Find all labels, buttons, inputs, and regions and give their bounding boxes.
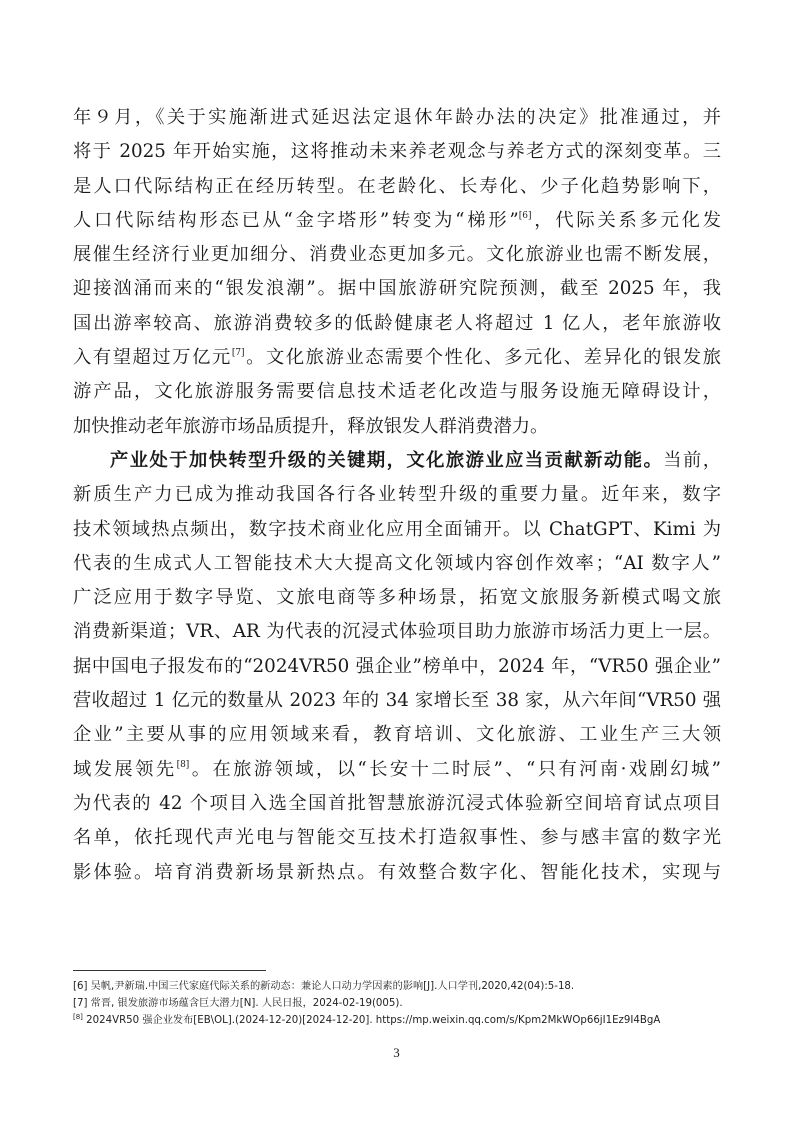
text-segment: 。在旅游领域，以“长安十二时辰”、“只有河南·戏剧幻城” xyxy=(189,758,721,780)
text-line: 国出游率较高、旅游消费较多的低龄健康老人将超过 1 亿人，老年旅游收 xyxy=(73,312,721,334)
text-line: 展催生经济行业更加细分、消费业态更加多元。文化旅游业也需不断发展， xyxy=(73,244,721,266)
text-line: 为代表的 42 个项目入选全国首批智慧旅游沉浸式体验新空间培育试点项目 xyxy=(73,792,721,814)
text-line: 代表的生成式人工智能技术大大提高文化领域内容创作效率；“AI 数字人” xyxy=(73,552,721,574)
text-line: 新质生产力已成为推动我国各行各业转型升级的重要力量。近年来，数字 xyxy=(73,484,721,506)
footnote-divider xyxy=(73,970,266,971)
text-segment: 域发展领先 xyxy=(73,758,177,780)
text-segment: ，代际关系多元化发 xyxy=(531,209,721,231)
text-segment: 。文化旅游业态需要个性化、多元化、差异化的银发旅 xyxy=(244,347,721,369)
text-segment: 当前， xyxy=(663,449,721,471)
text-line xyxy=(73,204,721,238)
text-segment: 入有望超过万亿元 xyxy=(73,347,232,369)
text-line: 将于 2025 年开始实施，这将推动未来养老观念与养老方式的深刻变革。三 xyxy=(73,141,721,163)
footnote-6: [6] 吴帆,尹新瑞.中国三代家庭代际关系的新动态：兼论人口动力学因素的影响[J].人口学刊,2020,42(04):5-18. xyxy=(73,981,575,992)
text-line: 迎接汹涌而来的“银发浪潮”。据中国旅游研究院预测，截至 2025 年，我 xyxy=(73,278,721,300)
bold-heading-sentence: 产业处于加快转型升级的关键期，文化旅游业应当贡献新动能。 xyxy=(110,449,664,471)
text-line: 企业”主要从事的应用领域来看，教育培训、文化旅游、工业生产三大领 xyxy=(73,724,721,746)
text-line xyxy=(73,444,721,478)
text-line: 广泛应用于数字导览、文旅电商等多种场景，拓宽文旅服务新模式喝文旅 xyxy=(73,587,721,609)
footnote-text: 2024VR50 强企业发布[EB\OL].(2024-12-20)[2024-12-20]. https://mp.weixin.qq.com/s/Kpm2MkWOp66jI1Ez9I4BgA xyxy=(86,1015,661,1026)
text-line: 游产品，文化旅游服务需要信息技术适老化改造与服务设施无障碍设计， xyxy=(73,381,721,403)
text-line xyxy=(73,753,721,787)
footnote-8 xyxy=(73,1012,733,1029)
footnote-ref-6[interactable]: [6] xyxy=(518,210,532,221)
text-line: 营收超过 1 亿元的数量从 2023 年的 34 家增长至 38 家，从六年间“VR50 强 xyxy=(73,690,721,712)
text-segment: 人口代际结构形态已从“金字塔形”转变为“梯形” xyxy=(73,209,519,231)
footnotes xyxy=(73,978,733,1029)
text-line xyxy=(73,341,721,375)
footnote-ref-8[interactable]: [8] xyxy=(176,759,190,770)
footnote-marker-8: [8] xyxy=(73,1013,83,1021)
text-line: 消费新渠道；VR、AR 为代表的沉浸式体验项目助力旅游市场活力更上一层。 xyxy=(73,621,721,643)
page-number: 3 xyxy=(393,1045,400,1060)
text-line: 加快推动老年旅游市场品质提升，释放银发人群消费潜力。 xyxy=(73,415,549,437)
text-line: 影体验。培育消费新场景新热点。有效整合数字化、智能化技术，实现与 xyxy=(73,861,721,883)
text-line: 是人口代际结构正在经历转型。在老龄化、长寿化、少子化趋势影响下， xyxy=(73,175,721,197)
footnote-7: [7] 常晋, 银发旅游市场蕴含巨大潜力[N]. 人民日报，2024-02-19(005). xyxy=(73,998,403,1009)
text-line: 年９月，《关于实施渐进式延迟法定退休年龄办法的决定》批准通过，并 xyxy=(73,107,721,128)
text-line: 名单，依托现代声光电与智能交互技术打造叙事性、参与感丰富的数字光 xyxy=(73,827,721,849)
body-text xyxy=(73,101,721,890)
footnote-ref-7[interactable]: [7] xyxy=(231,348,245,359)
text-line: 技术领域热点频出，数字技术商业化应用全面铺开。以 ChatGPT、Kimi 为 xyxy=(73,518,721,540)
text-line: 据中国电子报发布的“2024VR50 强企业”榜单中，2024 年，“VR50 强企业” xyxy=(73,655,721,677)
